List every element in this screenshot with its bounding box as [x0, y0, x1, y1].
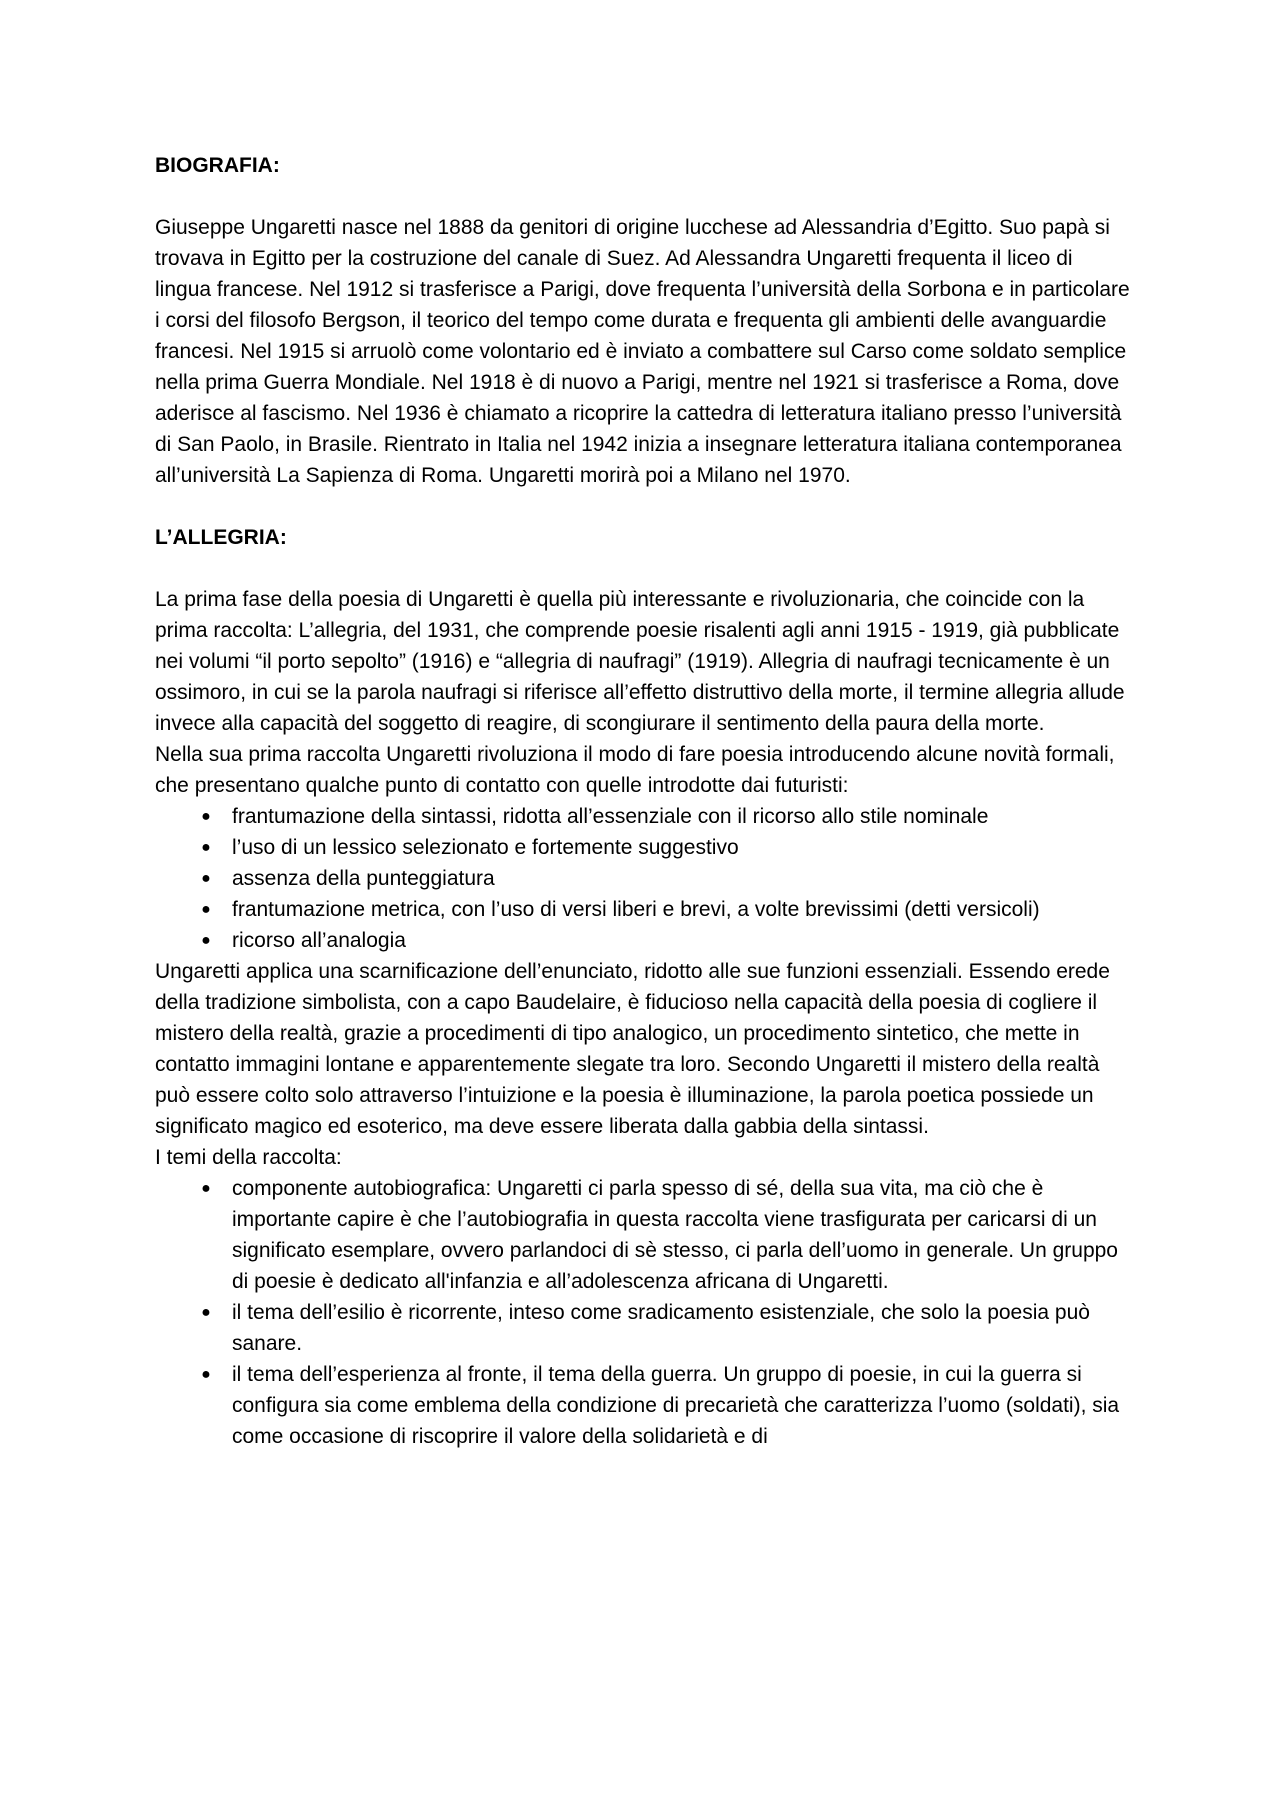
list-item-text: il tema dell’esperienza al fronte, il tema della guerra. Un gruppo di poesie, in cui la guerra si configura sia come emblema della condizione di precarietà che caratterizza l’uomo (soldati), sia come occasione di riscoprire il valore della solidarietà e di: [232, 1363, 1120, 1448]
list-item-text: il tema dell’esilio è ricorrente, inteso come sradicamento esistenziale, che solo la poesia può sanare.: [232, 1301, 1090, 1355]
document-page: [155, 150, 1130, 1452]
bullet-icon: ●: [201, 932, 211, 949]
analisi-paragraph: Ungaretti applica una scarnificazione dell’enunciato, ridotto alle sue funzioni essenziali. Essendo erede della tradizione simbolista, con a capo Baudelaire, è fiducioso nella capacità della poesia di cogliere il mistero della realtà, grazie a procedimenti di tipo analogico, un procedimento sintetico, che mette in contatto immagini lontane e apparentemente slegate tra loro. Secondo Ungaretti il mistero della realtà può essere colto solo attraverso l’intuizione e la poesia è illuminazione, la parola poetica possiede un significato magico ed esoterico, ma deve essere liberata dalla gabbia della sintassi.: [155, 960, 1110, 1138]
allegria-intro-paragraph: La prima fase della poesia di Ungaretti è quella più interessante e rivoluzionaria, che coincide con la prima raccolta: L’allegria, del 1931, che comprende poesie risalenti agli anni 1915 - 1919, già pubblicate nei volumi “il porto sepolto” (1916) e “allegria di naufragi” (1919). Allegria di naufragi tecnicamente è un ossimoro, in cui se la parola naufragi si riferisce all’effetto distruttivo della morte, il termine allegria allude invece alla capacità del soggetto di reagire, di scongiurare il sentimento della paura della morte.: [155, 588, 1125, 735]
list-item: [155, 801, 1130, 832]
bullet-icon: ●: [201, 1304, 211, 1321]
biografia-heading: BIOGRAFIA:: [155, 154, 280, 177]
temi-list: [155, 1173, 1130, 1452]
list-item-text: l’uso di un lessico selezionato e fortemente suggestivo: [232, 836, 739, 859]
bullet-icon: ●: [201, 1180, 211, 1197]
bullet-icon: ●: [201, 901, 211, 918]
spacer: [155, 553, 1130, 584]
novita-list: [155, 801, 1130, 956]
list-item-text: frantumazione della sintassi, ridotta all’essenziale con il ricorso allo stile nominale: [232, 805, 989, 828]
temi-intro: I temi della raccolta:: [155, 1146, 342, 1169]
list-item-text: componente autobiografica: Ungaretti ci parla spesso di sé, della sua vita, ma ciò che è importante capire è che l’autobiografia in questa raccolta viene trasfigurata per caricarsi di un significato esemplare, ovvero parlandoci di sè stesso, ci parla dell’uomo in generale. Un gruppo di poesie è dedicato all'infanzia e all’adolescenza africana di Ungaretti.: [232, 1177, 1118, 1293]
list-item: [155, 863, 1130, 894]
spacer: [155, 181, 1130, 212]
novita-intro-paragraph: Nella sua prima raccolta Ungaretti rivoluziona il modo di fare poesia introducendo alcune novità formali, che presentano qualche punto di contatto con quelle introdotte dai futuristi:: [155, 743, 1115, 797]
bullet-icon: ●: [201, 1366, 211, 1383]
spacer: [155, 491, 1130, 522]
list-item: [155, 1173, 1130, 1297]
list-item: [155, 1359, 1130, 1452]
list-item: [155, 832, 1130, 863]
list-item-text: assenza della punteggiatura: [232, 867, 495, 890]
list-item: [155, 925, 1130, 956]
list-item-text: ricorso all’analogia: [232, 929, 406, 952]
biografia-paragraph: Giuseppe Ungaretti nasce nel 1888 da genitori di origine lucchese ad Alessandria d’Egitto. Suo papà si trovava in Egitto per la costruzione del canale di Suez. Ad Alessandra Ungaretti frequenta il liceo di lingua francese. Nel 1912 si trasferisce a Parigi, dove frequenta l’università della Sorbona e in particolare i corsi del filosofo Bergson, il teorico del tempo come durata e frequenta gli ambienti delle avanguardie francesi. Nel 1915 si arruolò come volontario ed è inviato a combattere sul Carso come soldato semplice nella prima Guerra Mondiale. Nel 1918 è di nuovo a Parigi, mentre nel 1921 si trasferisce a Roma, dove aderisce al fascismo. Nel 1936 è chiamato a ricoprire la cattedra di letteratura italiano presso l’università di San Paolo, in Brasile. Rientrato in Italia nel 1942 inizia a insegnare letteratura italiana contemporanea all’università La Sapienza di Roma. Ungaretti morirà poi a Milano nel 1970.: [155, 216, 1130, 487]
list-item-text: frantumazione metrica, con l’uso di versi liberi e brevi, a volte brevissimi (detti versicoli): [232, 898, 1040, 921]
list-item: [155, 894, 1130, 925]
bullet-icon: ●: [201, 808, 211, 825]
allegria-heading: L’ALLEGRIA:: [155, 526, 287, 549]
bullet-icon: ●: [201, 839, 211, 856]
list-item: [155, 1297, 1130, 1359]
bullet-icon: ●: [201, 870, 211, 887]
